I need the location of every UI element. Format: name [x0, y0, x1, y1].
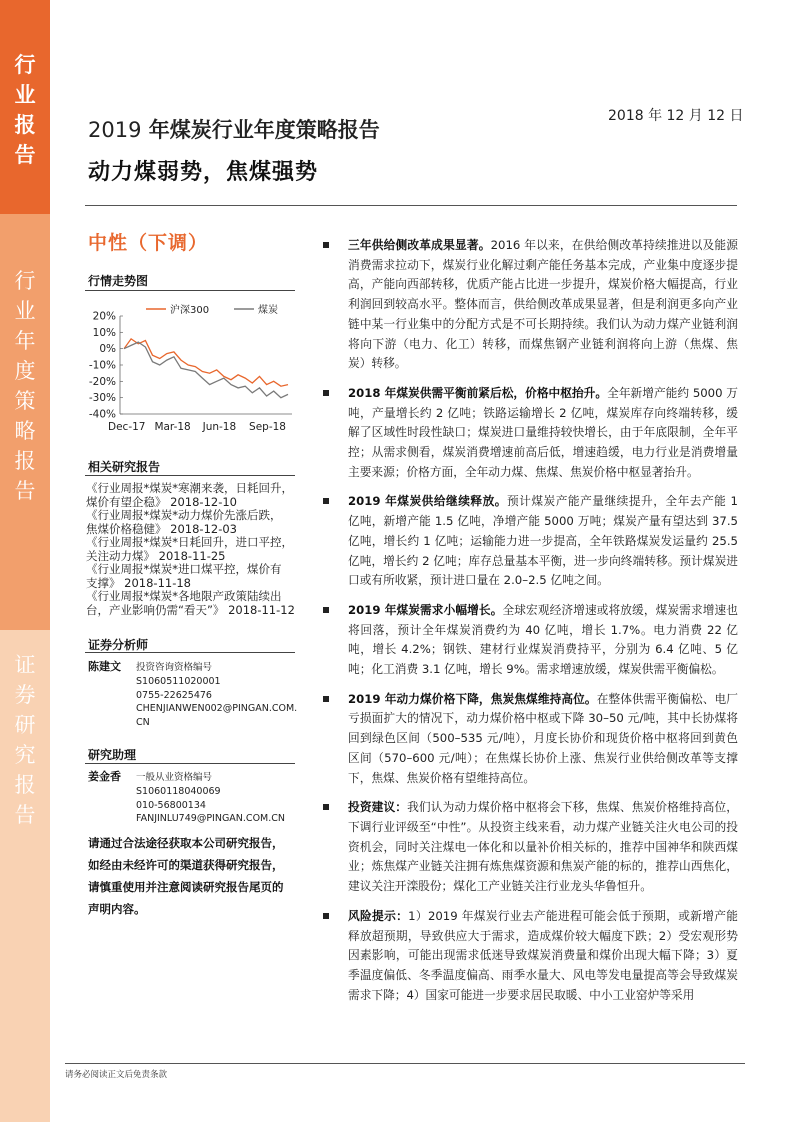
- assistant-qualification-number: S1060118040069: [136, 785, 221, 797]
- y-tick-label: -30%: [88, 392, 116, 405]
- analyst-email-tail[interactable]: CN: [136, 717, 150, 729]
- footer-divider: [65, 1063, 745, 1064]
- related-report-line[interactable]: 《行业周报*煤炭*日耗回升，进口平控，: [86, 535, 293, 549]
- analyst-name: 陈建文: [88, 660, 121, 673]
- y-tick-label: 10%: [92, 326, 116, 339]
- assistant-qualification-label: 一般从业资格编号: [136, 772, 213, 783]
- analyst-phone: 0755-22625476: [136, 689, 212, 701]
- side-label-industry-report: 行 业 报 告: [14, 53, 36, 167]
- title-text: 年煤炭行业年度策略报告: [141, 118, 380, 142]
- bullet-square-icon: [323, 607, 329, 613]
- key-point-text: 全年新增产能约 5000 万吨，产量增长约 2 亿吨；铁路运输增长 2 亿吨，煤炭库存向终端转移，缓解了区域性时段性缺口；煤炭进口量维持较快增长，由于年底限制，全年平控；从需求侧看，煤炭消费增速前高后低，增速趋缓，电力行业是消费增量主要来源；价格方面，全年动力煤、焦煤、焦炭价格中枢显著抬升。: [348, 385, 738, 479]
- related-reports-list: [86, 482, 298, 617]
- key-point-text: 1）2019 年煤炭行业去产能进程可能会低于预期，或新增产能释放超预期，导致供应大于需求，造成煤价较大幅度下跌；2）受宏观形势因素影响，可能出现需求低迷导致煤炭消费量和煤价出现大幅下降；3）夏季温度偏低、冬季温度偏高、雨季水量大、风电等发电量提高等会导致煤炭需求下降；4）国家可能进一步要求居民取暖、中小工业窑炉等采用: [348, 908, 738, 1002]
- related-section-divider: [85, 475, 295, 476]
- key-points-list: [320, 236, 738, 1015]
- bullet-square-icon: [323, 390, 329, 396]
- key-point-text: 在整体供需平衡偏松、电厂亏损面扩大的情况下，动力煤价格中枢或下降 30–50 元/吨，其中长协煤将回到绿色区间（500–535 元/吨），月度长协价和现货价格中枢将回到黄色区间（570–600 元/吨）；在焦煤长协价上涨、焦炭行业供给侧改革等支撑下，焦煤、焦炭价格有望维持高位。: [348, 691, 738, 785]
- related-report-line[interactable]: 煤价有望企稳》 2018-12-10: [86, 494, 237, 509]
- market-performance-chart: [86, 296, 298, 448]
- analyst-qualification-number: S1060511020001: [136, 675, 221, 687]
- bullet-square-icon: [323, 913, 329, 919]
- related-report-line[interactable]: 《行业周报*煤炭*寒潮来袭，日耗回升，: [86, 481, 293, 495]
- y-tick-label: -40%: [88, 408, 116, 421]
- bullet-square-icon: [323, 242, 329, 248]
- x-tick-label: Mar-18: [154, 421, 191, 433]
- related-report-line[interactable]: 《行业周报*煤炭*动力煤价先涨后跌，: [86, 508, 282, 522]
- related-report-line[interactable]: 焦煤价格稳健》 2018-12-03: [86, 521, 237, 536]
- related-report-line[interactable]: 《行业周报*煤炭*各地限产政策陆续出: [86, 589, 282, 603]
- report-title: [88, 114, 380, 144]
- key-point: [320, 907, 738, 1006]
- analyst-section-divider: [85, 652, 295, 653]
- report-date: 2018 年 12 月 12 日: [608, 108, 744, 124]
- analyst-info: [136, 661, 297, 730]
- side-label-securities-research: 证 券 研 究 报 告: [14, 653, 36, 827]
- key-point-text: 2016 年以来，在供给侧改革持续推进以及能源消费需求拉动下，煤炭行业化解过剩产能任务基本完成，产业集中度逐步提高，产能向西部转移，优质产能占比进一步提升，煤炭价格大幅提高，行业利润回到较高水平。整体而言，供给侧改革成果显著，但是利润更多向产业链中某一行业集中的分配方式是不可长期持续。我们认为动力煤产业链利润将向下游（电力、化工）转移，而煤焦钢产业链利润将向上游（焦煤、焦炭）转移。: [348, 238, 738, 371]
- key-point-text: 预计煤炭产能产量继续提升，全年去产能 1 亿吨，新增产能 1.5 亿吨，净增产能 5000 万吨；煤炭产量有望达到 37.5 亿吨，增长约 1 亿吨；运输能力进一步提高，全年铁路煤炭发运量约 25.5 亿吨，增长约 2 亿吨；库存总量基本平衡，进一步向终端转移。预计煤炭进口或有所收紧，预计进口量在 2.0–2.5 亿吨之间。: [348, 494, 738, 588]
- analyst-card: [88, 660, 298, 740]
- key-point: [320, 236, 738, 374]
- series-line-hs300: [124, 339, 288, 386]
- side-label-annual-strategy: 行 业 年 度 策 略 报 告: [14, 269, 36, 503]
- key-point-lead: 2019 年煤炭供给继续释放。: [348, 494, 507, 509]
- assistant-phone: 010-56800134: [136, 799, 206, 811]
- report-subtitle: 动力煤弱势，焦煤强势: [88, 160, 319, 185]
- analyst-email[interactable]: CHENJIANWEN002@PINGAN.COM.: [136, 703, 298, 715]
- analyst-qualification-label: 投资咨询资格编号: [136, 662, 213, 673]
- legend-label: 煤炭: [258, 305, 278, 316]
- bullet-square-icon: [323, 804, 329, 810]
- key-point-lead: 三年供给侧改革成果显著。: [348, 238, 491, 252]
- related-report-line[interactable]: 支撑》 2018-11-18: [86, 575, 191, 590]
- title-year: 2019: [88, 118, 142, 142]
- key-point-lead: 2019 年动力煤价格下降，焦炭焦煤维持高位。: [348, 691, 597, 706]
- header-divider: [85, 205, 737, 206]
- side-bar: [0, 0, 50, 1122]
- bullet-square-icon: [323, 498, 329, 504]
- assistant-section-title: 研究助理: [88, 748, 137, 762]
- key-point-lead: 风险提示：: [348, 908, 409, 923]
- y-tick-label: 20%: [92, 310, 116, 323]
- related-section-title: 相关研究报告: [88, 460, 161, 474]
- key-point-lead: 2019 年煤炭需求小幅增长。: [348, 602, 503, 617]
- key-point: [320, 384, 738, 483]
- assistant-card: [88, 770, 298, 830]
- key-point: [320, 601, 738, 680]
- industry-rating: 中性（下调）: [88, 232, 209, 254]
- legend-label: 沪深300: [170, 305, 210, 316]
- related-report-line[interactable]: 关注动力煤》 2018-11-25: [86, 548, 226, 563]
- y-tick-label: -10%: [88, 359, 116, 372]
- key-point: [320, 492, 738, 591]
- assistant-info: [136, 771, 285, 826]
- assistant-name: 姜金香: [88, 770, 121, 783]
- key-point: [320, 798, 738, 897]
- x-tick-label: Dec-17: [108, 421, 146, 433]
- series-line-coal: [124, 342, 288, 398]
- footer-disclaimer: 请务必阅读正文后免责条款: [65, 1070, 168, 1080]
- key-point: [320, 690, 738, 789]
- key-point-text: 全球宏观经济增速或将放缓，煤炭需求增速也将回落，预计全年煤炭消费约为 40 亿吨，增长 1.7%。电力消费 22 亿吨，增长 4.2%；钢铁、建材行业煤炭消费持平，分别为 6.4 亿吨、5 亿吨；化工消费 3.1 亿吨，增长 9%。需求增速放缓，煤炭供需平衡偏松。: [348, 602, 738, 677]
- related-report-line[interactable]: 台，产业影响仍需“看天”》 2018-11-12: [86, 602, 295, 617]
- y-tick-label: -20%: [88, 375, 116, 388]
- chart-section-title: 行情走势图: [88, 274, 149, 288]
- x-tick-label: Jun-18: [202, 421, 237, 433]
- chart-section-divider: [85, 290, 295, 291]
- disclaimer-notice: 请通过合法途径获取本公司研究报告，如经由未经许可的渠道获得研究报告，请慎重使用并注意阅读研究报告尾页的声明内容。: [88, 836, 284, 916]
- x-tick-label: Sep-18: [249, 421, 286, 433]
- assistant-email[interactable]: FANJINLU749@PINGAN.COM.CN: [136, 813, 286, 825]
- key-point-lead: 投资建议：: [348, 800, 408, 815]
- y-tick-label: 0%: [99, 343, 116, 356]
- analyst-section-title: 证券分析师: [88, 638, 149, 652]
- related-report-line[interactable]: 《行业周报*煤炭*进口煤平控，煤价有: [86, 562, 282, 576]
- key-point-text: 我们认为动力煤价格中枢将会下移，焦煤、焦炭价格维持高位，下调行业评级至“中性”。从投资主线来看，动力煤产业链关注火电公司的投资机会，同时关注煤电一体化和以量补价相关标的，推荐中国神华和陕西煤业；炼焦煤产业链关注拥有炼焦煤资源和焦炭产能的标的，推荐山西焦化，建议关注开滦股份；煤化工产业链关注行业龙头华鲁恒升。: [348, 800, 738, 894]
- assistant-section-divider: [85, 763, 295, 764]
- bullet-square-icon: [323, 696, 329, 702]
- key-point-lead: 2018 年煤炭供需平衡前紧后松，价格中枢抬升。: [348, 385, 608, 400]
